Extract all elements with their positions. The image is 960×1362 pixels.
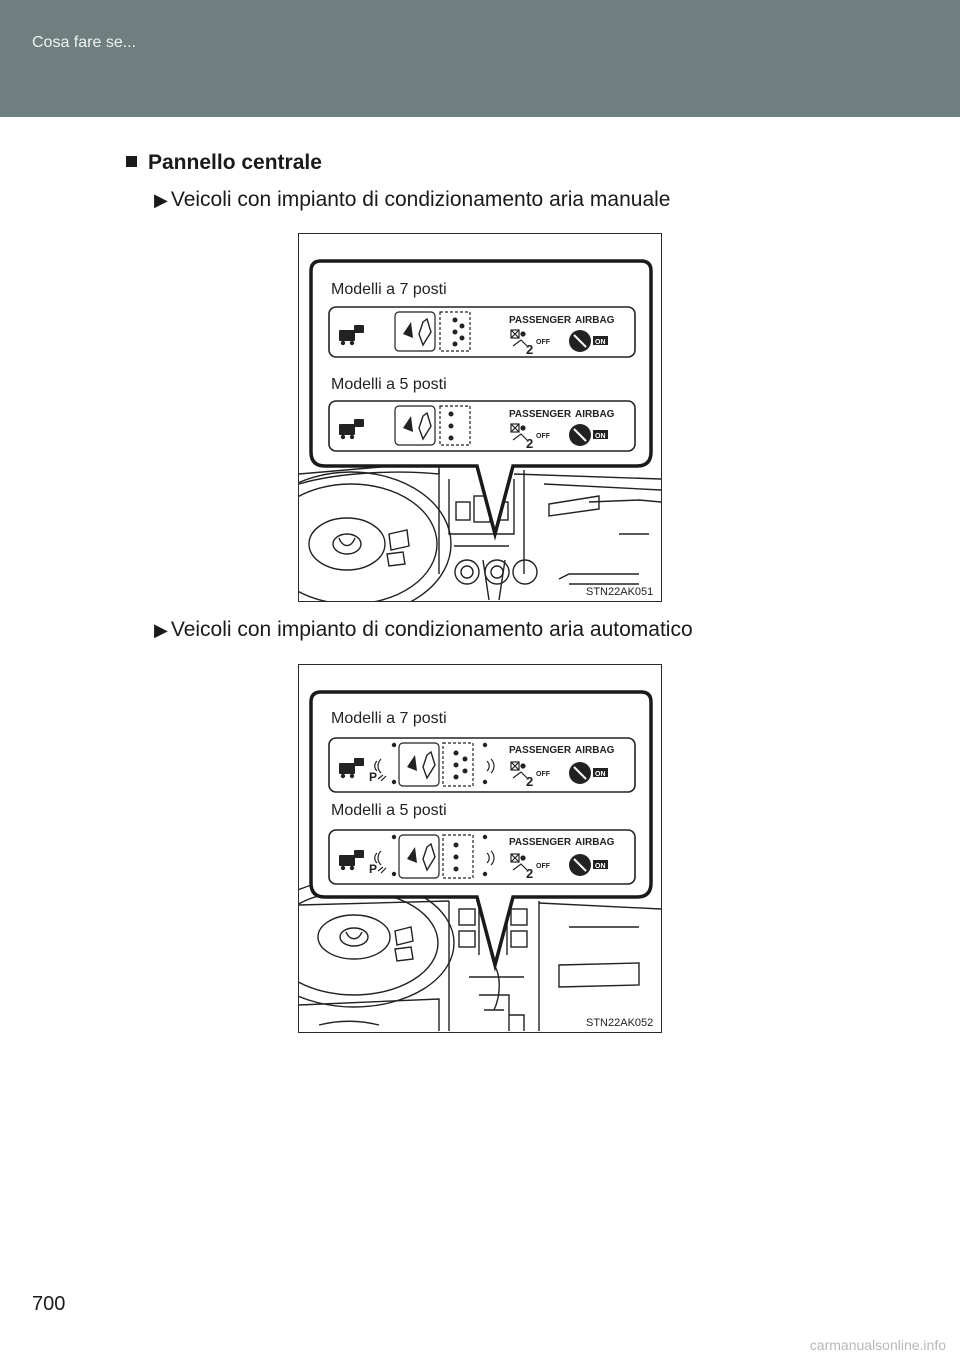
callout-balloon xyxy=(311,261,651,534)
seatbelt-reminder-icon xyxy=(395,312,435,351)
page-header xyxy=(0,0,960,117)
callout-balloon xyxy=(311,692,651,965)
figure-code: STN22AK051 xyxy=(586,586,654,598)
on-label: ON xyxy=(595,339,606,346)
page-number: 700 xyxy=(32,1293,66,1315)
off-label: OFF xyxy=(536,771,550,778)
header-title: Cosa fare se... xyxy=(32,34,137,51)
seat-digit: 2 xyxy=(526,342,534,357)
square-bullet-icon xyxy=(126,156,137,167)
seatbelt-reminder-icon xyxy=(395,406,435,445)
off-label: OFF xyxy=(536,433,550,440)
seat-digit: 2 xyxy=(526,774,534,789)
figure-code: STN22AK052 xyxy=(586,1017,654,1029)
seatbelt-reminder-icon xyxy=(399,835,439,878)
indicator-title-airbag: AIRBAG xyxy=(575,409,615,420)
off-label: OFF xyxy=(536,863,550,870)
figure-manual-ac xyxy=(298,233,662,602)
panel-label-7-seats: Modelli a 7 posti xyxy=(331,281,447,298)
indicator-title-passenger: PASSENGER xyxy=(509,745,572,756)
watermark: carmanualsonline.info xyxy=(809,1337,946,1353)
triangle-right-icon: ▶ xyxy=(154,190,168,210)
indicator-title-airbag: AIRBAG xyxy=(575,745,615,756)
parking-label: P xyxy=(369,862,378,876)
figure-automatic-ac-drawing xyxy=(299,665,661,1032)
subsection-manual-label: Veicoli con impianto di condizionamento aria manuale xyxy=(170,188,671,211)
section-title-text: Pannello centrale xyxy=(148,151,322,174)
seatbelt-reminder-icon xyxy=(399,743,439,786)
indicator-title-airbag: AIRBAG xyxy=(575,315,615,326)
panel-label-5-seats: Modelli a 5 posti xyxy=(331,802,447,819)
triangle-right-icon: ▶ xyxy=(154,620,168,640)
panel-label-7-seats: Modelli a 7 posti xyxy=(331,710,447,727)
figure-automatic-ac xyxy=(298,664,662,1033)
indicator-title-passenger: PASSENGER xyxy=(509,409,572,420)
section-title xyxy=(126,151,322,175)
on-label: ON xyxy=(595,771,606,778)
off-label: OFF xyxy=(536,339,550,346)
on-label: ON xyxy=(595,863,606,870)
subsection-automatic-label: Veicoli con impianto di condizionamento aria automatico xyxy=(170,618,693,641)
parking-label: P xyxy=(369,770,378,784)
indicator-title-airbag: AIRBAG xyxy=(575,837,615,848)
subsection-manual xyxy=(154,188,670,212)
figure-manual-ac-drawing xyxy=(299,234,661,601)
seat-digit: 2 xyxy=(526,436,534,451)
on-label: ON xyxy=(595,433,606,440)
subsection-automatic xyxy=(154,618,693,642)
seat-digit: 2 xyxy=(526,866,534,881)
indicator-title-passenger: PASSENGER xyxy=(509,315,572,326)
indicator-title-passenger: PASSENGER xyxy=(509,837,572,848)
panel-label-5-seats: Modelli a 5 posti xyxy=(331,376,447,393)
